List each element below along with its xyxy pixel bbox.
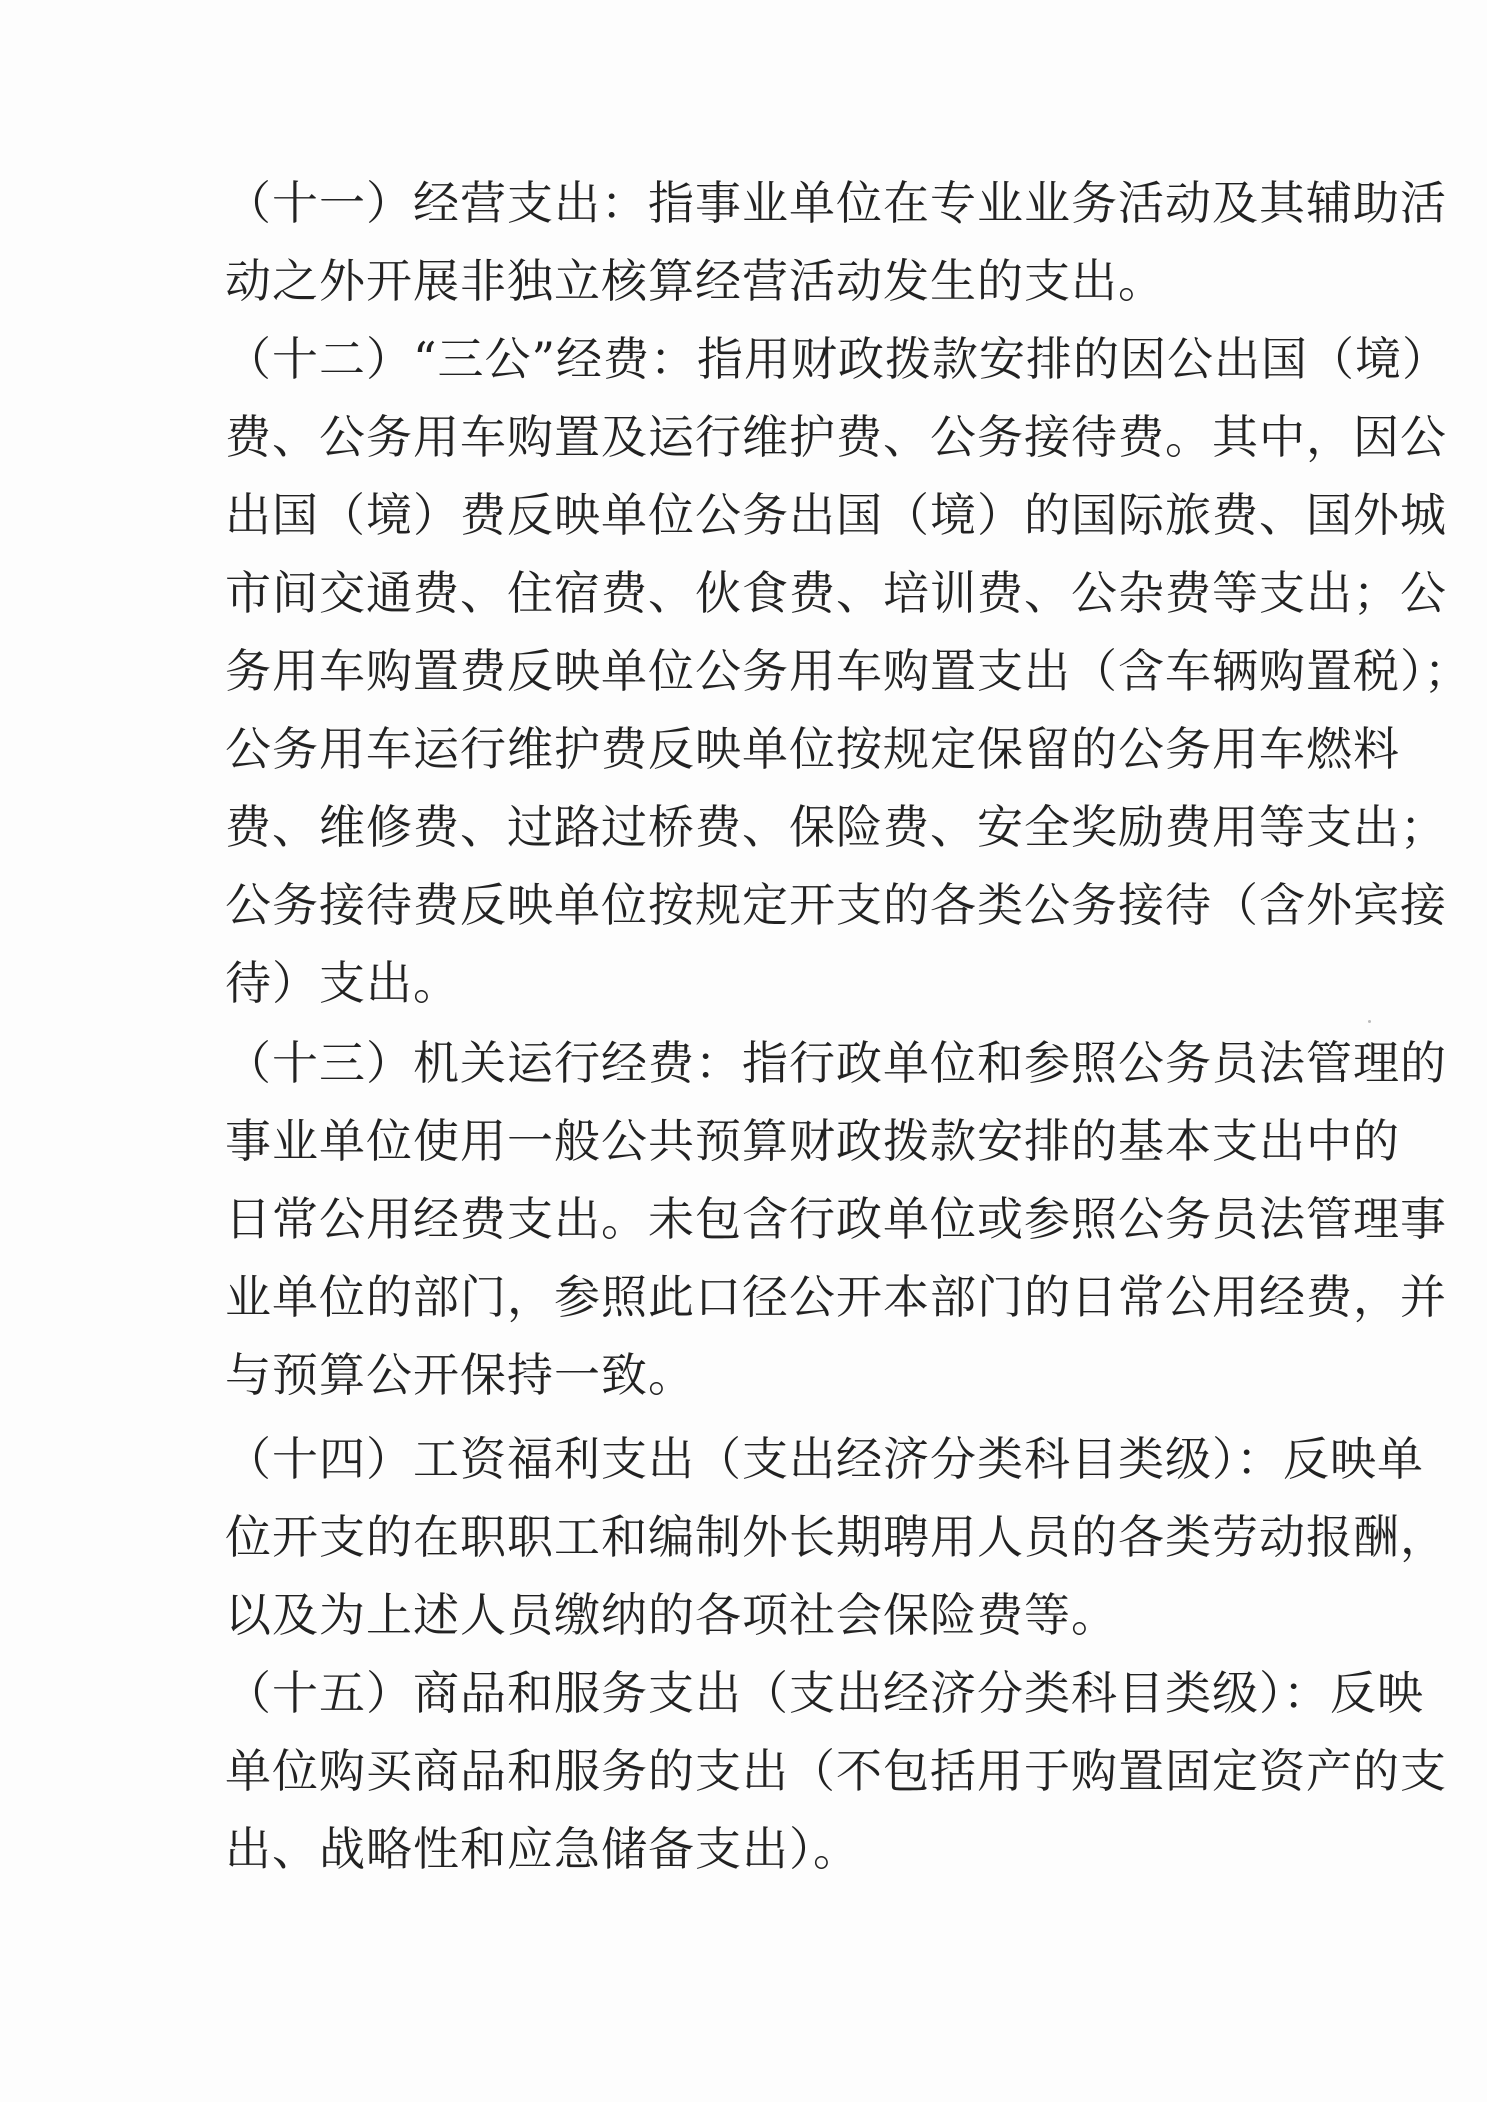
text-line: 出、战略性和应急储备支出）。	[225, 1822, 860, 1876]
text-line: （十五）商品和服务支出（支出经济分类科目类级）：反映	[225, 1666, 1424, 1720]
text-line: （十二）“三公”经费：指用财政拨款安排的因公出国（境）	[225, 332, 1450, 386]
text-line: 位开支的在职职工和编制外长期聘用人员的各类劳动报酬，	[225, 1510, 1447, 1564]
text-line: 公务用车运行维护费反映单位按规定保留的公务用车燃料	[225, 722, 1400, 776]
text-line: （十四）工资福利支出（支出经济分类科目类级）：反映单	[225, 1432, 1424, 1486]
text-line: （十一）经营支出：指事业单位在专业业务活动及其辅助活	[225, 176, 1447, 230]
text-line: 以及为上述人员缴纳的各项社会保险费等。	[225, 1588, 1118, 1642]
text-line: 日常公用经费支出。未包含行政单位或参照公务员法管理事	[225, 1192, 1447, 1246]
scan-speck	[1368, 1020, 1371, 1023]
text-line: 业单位的部门，参照此口径公开本部门的日常公用经费，并	[225, 1270, 1447, 1324]
text-line: 务用车购置费反映单位公务用车购置支出（含车辆购置税）；	[225, 644, 1471, 698]
text-line: 事业单位使用一般公共预算财政拨款安排的基本支出中的	[225, 1114, 1400, 1168]
text-line: 与预算公开保持一致。	[225, 1348, 695, 1402]
text-line: 费、公务用车购置及运行维护费、公务接待费。其中，因公	[225, 410, 1447, 464]
text-line: 单位购买商品和服务的支出（不包括用于购置固定资产的支	[225, 1744, 1447, 1798]
text-line: 出国（境）费反映单位公务出国（境）的国际旅费、国外城	[225, 488, 1447, 542]
text-line: 待）支出。	[225, 956, 460, 1010]
text-line: 市间交通费、住宿费、伙食费、培训费、公杂费等支出；公	[225, 566, 1447, 620]
text-line: （十三）机关运行经费：指行政单位和参照公务员法管理的	[225, 1036, 1447, 1090]
text-line: 费、维修费、过路过桥费、保险费、安全奖励费用等支出；	[225, 800, 1447, 854]
text-line: 动之外开展非独立核算经营活动发生的支出。	[225, 254, 1165, 308]
text-line: 公务接待费反映单位按规定开支的各类公务接待（含外宾接	[225, 878, 1447, 932]
